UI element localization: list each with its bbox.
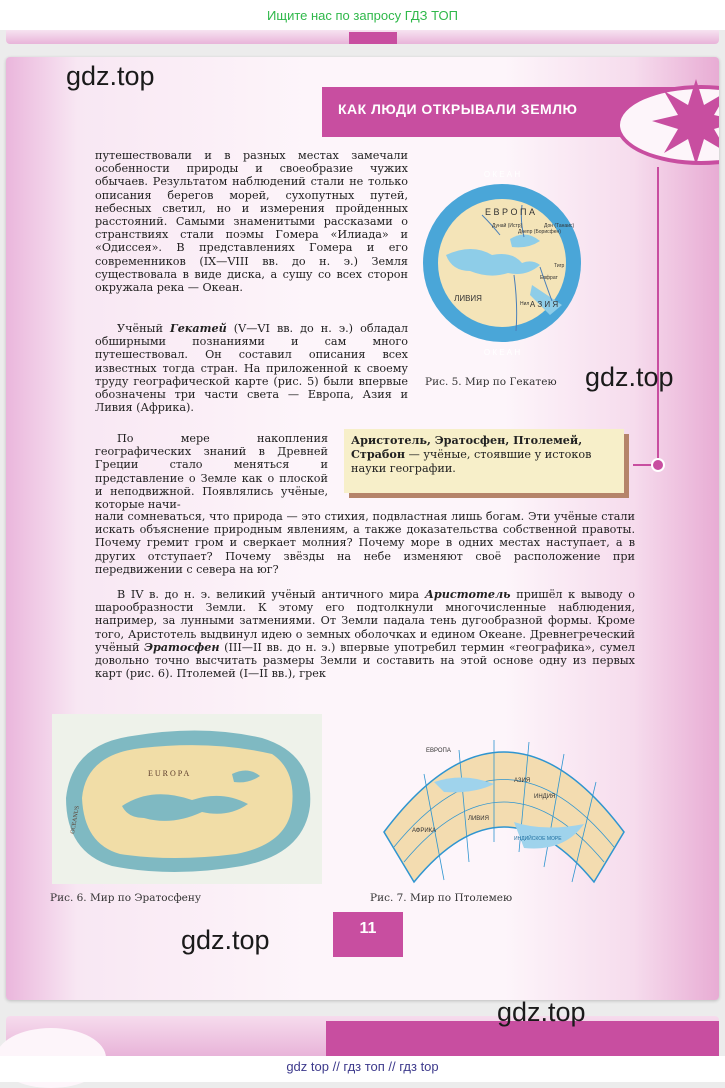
paragraph-3-continued: нали сомневаться, что природа — это стихия, подвластная лишь богам. Эти учёные стали искать объяснение природным явлениям, а также доказательства собственной правоты. Почему гремит гром и сверкает молния? Почему море в одних местах наступает, а в других отступает? Почему звёзды на небе изменяют своё расположение при передвижении с севера на юг?: [95, 510, 635, 576]
watermark: gdz.top: [181, 925, 270, 955]
scientists-names: Аристотель, Эратосфен, Птолемей, Страбон: [351, 433, 583, 461]
libya-label: ЛИВИЯ: [454, 294, 482, 303]
europe-label: Е В Р О П А: [485, 207, 535, 217]
river-label: Днепр (Борисфен): [518, 229, 561, 235]
paragraph-3: По мере накопления географических знаний в Древней Греции стало меняться и представление о Земле как о плоской и неподвижной. Появлялись учёные, которые начи-: [95, 432, 328, 512]
key-scientists-note: [344, 429, 624, 493]
paragraph-1: путешествовали и в разных местах замечали особенности природы и своеобразие чужих обычаев. Результатом наблюдений стали не только описания берегов морей, сухопутных путей, небесных светил, но и измерения пройденных расстояний. Самыми знаменитыми рассказами о странствиях стали поэмы Гомера «Илиада» и «Одиссея». В представлениях Гомера и его современников (IX—VIII вв. до н. э.) Земля существовала в виде диска, а сушу со всех сторон окружала река — Океан.: [95, 149, 408, 295]
paragraph-2: [95, 322, 408, 414]
river-label: Нил: [520, 301, 530, 307]
river-label: Дон (Танаис): [544, 223, 575, 229]
figure-7-caption: Рис. 7. Мир по Птолемею: [370, 892, 513, 904]
figure-6-caption: Рис. 6. Мир по Эратосфену: [50, 892, 202, 904]
indian-sea-label: ИНДИЙСКОЕ МОРЕ: [514, 836, 562, 842]
ocean-top-label: О К Е А Н: [483, 170, 521, 179]
previous-page-tab: [349, 32, 397, 44]
river-label: Евфрат: [540, 275, 558, 281]
eratosthenes-map: [52, 714, 322, 884]
bottom-banner: [0, 1056, 725, 1082]
europe-label: ЕВРОПА: [426, 748, 451, 754]
hecataeus-map: [422, 155, 582, 370]
aristotle-name: Аристотель: [424, 587, 511, 601]
connector-dot-icon: [651, 458, 665, 472]
textbook-page: [6, 57, 719, 1000]
ocean-bottom-label: О К Е А Н: [483, 348, 521, 357]
star-icon: [646, 71, 719, 171]
scientists-note-text: — учёные, стоявшие у истоков науки географии.: [351, 447, 592, 475]
top-banner-text: Ищите нас по запросу ГДЗ ТОП: [267, 8, 458, 23]
paragraph-4-c: (III—II вв. до н. э.) впервые употребил термин «географика», сумел довольно точно высчитать размеры Земли и составить на этой основе одну из первых карт (рис. 6). Птолемей (I—II вв.), грек: [95, 640, 635, 681]
asia-label: А З И Я: [529, 300, 559, 309]
paragraph-4-b: пришёл к выводу о шарообразности Земли. К этому его подтолкнули многочисленные наблюдения, например, за лунными затмениями. От Земли падала тень дугообразной формы. Кроме того, Аристотель выдвинул идею о земных оболочках и едином Океане. Древнегреческий учёный: [95, 588, 635, 654]
next-page-edge: [6, 1016, 719, 1056]
africa-label: АФРИКА: [412, 828, 437, 834]
paragraph-4-a: В IV в. до н. э. великий учёный античного мира: [117, 588, 425, 601]
libya-label: ЛИВИЯ: [468, 816, 489, 822]
connector-line: [657, 167, 659, 467]
india-label: ИНДИЯ: [534, 794, 556, 800]
watermark: gdz.top: [66, 61, 155, 91]
watermark: gdz.top: [497, 997, 586, 1027]
oceanus-label: OCEANUS: [70, 805, 81, 835]
river-label: Дунай (Истр): [492, 223, 523, 229]
ptolemy-map: [364, 712, 644, 887]
previous-page-edge: [6, 30, 719, 44]
page-number: 11: [359, 920, 377, 937]
paragraph-2-text: (V—VI вв. до н. э.) обладал обширными познаниями и сам много путешествовал. Он составил описания всех известных тогда стран. На приложенной к своему труду географической карте (рис. 5) были впервые обозначены три части света — Европа, Азия и Ливия (Африка).: [95, 322, 408, 415]
river-label: Тигр: [554, 263, 565, 269]
hecataeus-name: Гекатей: [169, 321, 227, 335]
bottom-banner-text: gdz top // гдз топ // гдз top: [286, 1059, 439, 1074]
paragraph-4: [95, 588, 635, 680]
paragraph-2-lead: Учёный: [117, 322, 170, 335]
eratosthenes-name: Эратосфен: [144, 639, 220, 654]
top-banner: [0, 0, 725, 30]
europa-label: EUROPA: [148, 769, 192, 778]
figure-5-caption: Рис. 5. Мир по Гекатею: [425, 376, 557, 388]
section-title: КАК ЛЮДИ ОТКРЫВАЛИ ЗЕМЛЮ: [338, 101, 578, 117]
page-number-tab: [333, 912, 403, 957]
watermark: gdz.top: [585, 362, 674, 392]
connector-stub: [633, 464, 653, 466]
asia-label: АЗИЯ: [514, 778, 531, 784]
